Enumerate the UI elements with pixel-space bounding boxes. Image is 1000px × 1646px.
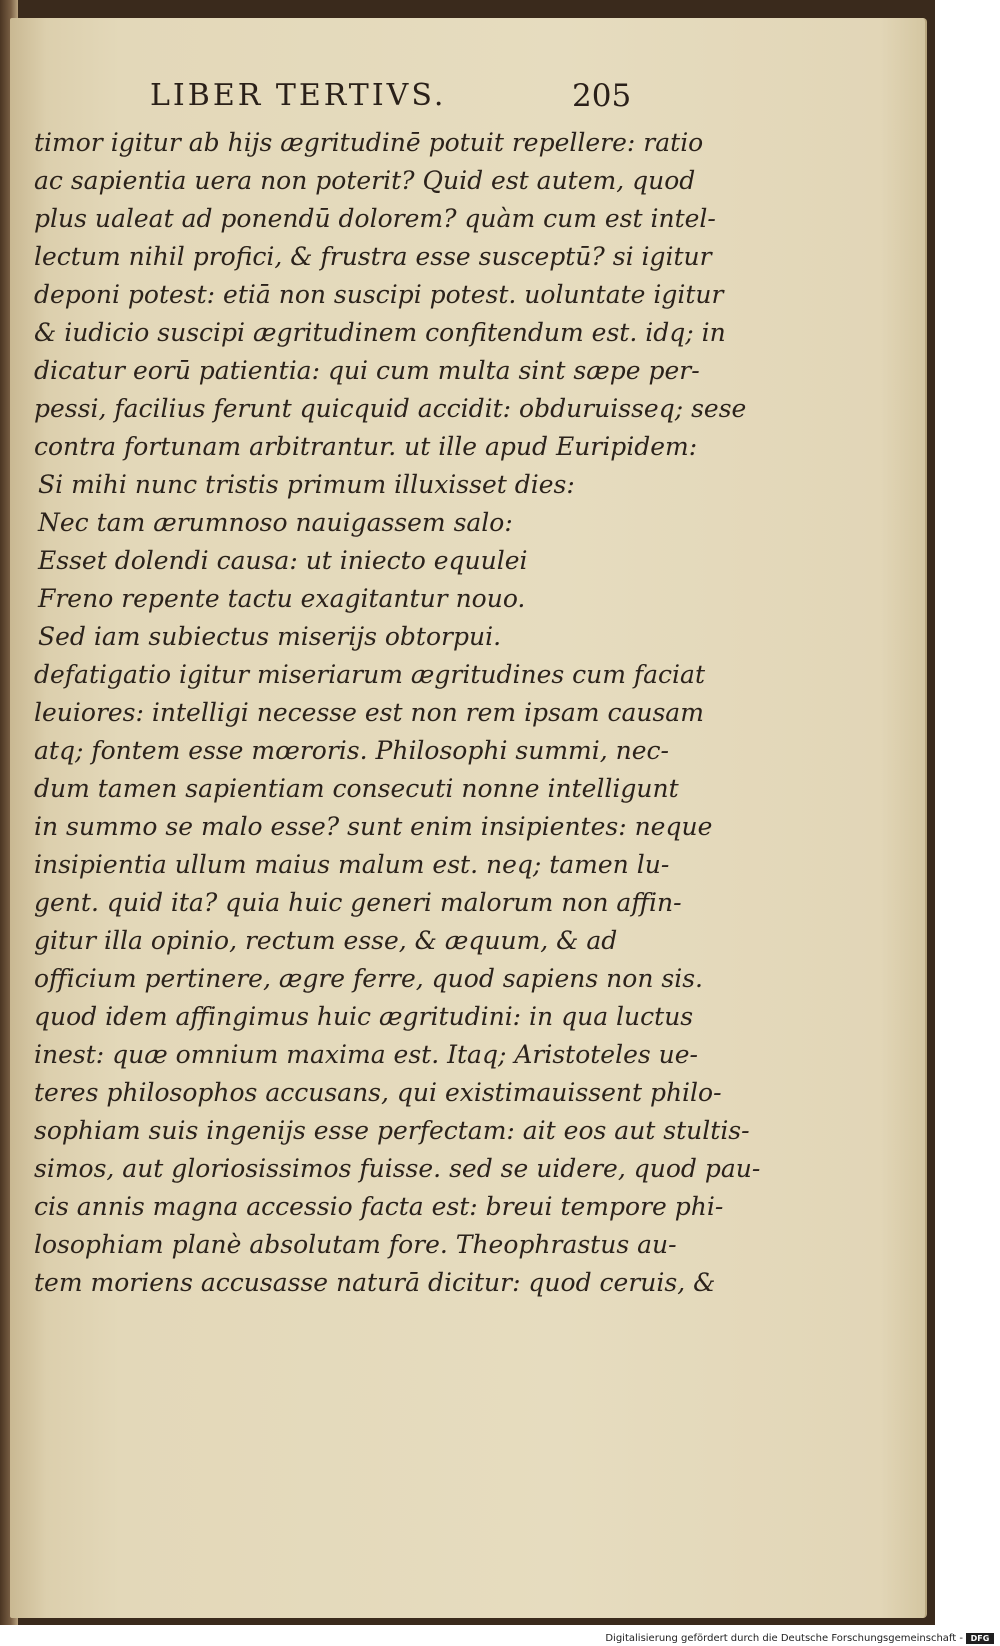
text-line: plus ualeat ad ponendū dolorem? quàm cum est intel- (34, 204, 716, 233)
text-line: officium pertinere, ægre ferre, quod sapiens non sis. (34, 964, 703, 993)
body-text (34, 124, 761, 1302)
text-line: defatigatio igitur miseriarum ægritudines cum faciat (34, 660, 705, 689)
text-line: quod idem affingimus huic ægritudini: in qua luctus (34, 1002, 694, 1031)
running-head: LIBER TERTIVS. (150, 78, 447, 113)
text-line: atq; fontem esse mœroris. Philosophi summi, nec- (34, 736, 669, 765)
text-line: teres philosophos accusans, qui existimauissent philo- (34, 1078, 722, 1107)
text-line: & iudicio suscipi ægritudinem confitendum est. idq; in (34, 318, 726, 347)
text-line: ac sapientia uera non poterit? Quid est autem, quod (34, 166, 696, 195)
text-line: in summo se malo esse? sunt enim insipientes: neque (34, 812, 713, 841)
text-line: losophiam planè absolutam fore. Theophrastus au- (34, 1230, 677, 1259)
text-line: deponi potest: etiā non suscipi potest. uoluntate igitur (34, 280, 724, 309)
text-line: timor igitur ab hijs ægritudinē potuit repellere: ratio (34, 128, 704, 157)
digitization-footer (0, 1632, 1000, 1646)
dfg-logo: DFG (966, 1633, 994, 1644)
text-line: sophiam suis ingenijs esse perfectam: ait eos aut stultis- (34, 1116, 750, 1145)
text-line: dum tamen sapientiam consecuti nonne intelligunt (34, 774, 679, 803)
text-line: dicatur eorū patientia: qui cum multa sint sæpe per- (34, 356, 700, 385)
funding-credit: Digitalisierung gefördert durch die Deutsche Forschungsgemeinschaft - (605, 1633, 963, 1644)
text-line: lectum nihil profici, & frustra esse susceptū? si igitur (34, 242, 712, 271)
text-line: cis annis magna accessio facta est: breui tempore phi- (34, 1192, 724, 1221)
verse-line: Si mihi nunc tristis primum illuxisset dies: (38, 470, 575, 499)
page-number: 205 (572, 78, 632, 114)
page-header (150, 78, 650, 118)
text-line: insipientia ullum maius malum est. neq; tamen lu- (34, 850, 670, 879)
text-line: contra fortunam arbitrantur. ut ille apud Euripidem: (34, 432, 698, 461)
verse-line: Sed iam subiectus miserijs obtorpui. (38, 622, 502, 651)
text-line: pessi, facilius ferunt quicquid accidit: obduruisseq; sese (34, 394, 747, 423)
text-line: simos, aut gloriosissimos fuisse. sed se uidere, quod pau- (34, 1154, 761, 1183)
text-line: tem moriens accusasse naturā dicitur: quod ceruis, & (34, 1268, 716, 1297)
text-line: gent. quid ita? quia huic generi malorum non affin- (34, 888, 682, 917)
text-line: inest: quæ omnium maxima est. Itaq; Aristoteles ue- (34, 1040, 699, 1069)
verse-line: Esset dolendi causa: ut iniecto equulei (38, 546, 528, 575)
text-line: leuiores: intelligi necesse est non rem ipsam causam (34, 698, 704, 727)
verse-line: Freno repente tactu exagitantur nouo. (38, 584, 526, 613)
text-line: gitur illa opinio, rectum esse, & æquum, & ad (34, 926, 618, 955)
verse-line: Nec tam ærumnoso nauigassem salo: (38, 508, 513, 537)
